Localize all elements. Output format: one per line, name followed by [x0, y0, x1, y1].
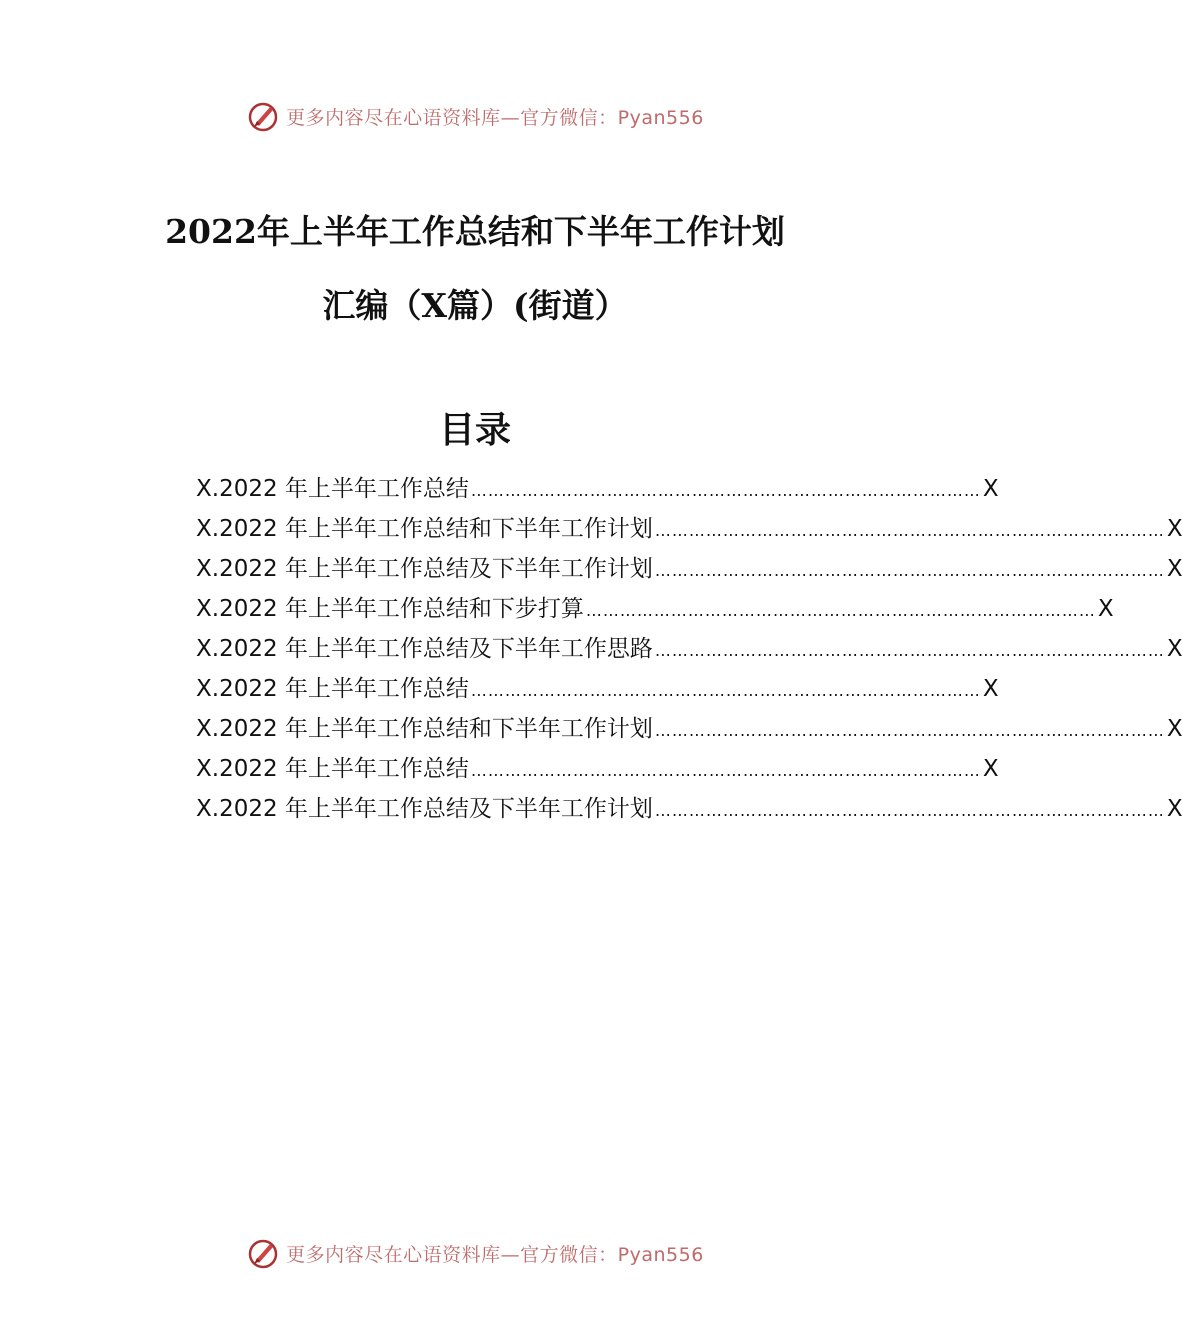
pen-logo-icon — [246, 99, 280, 133]
toc-item[interactable] — [196, 710, 1183, 750]
toc-heading: 目录 — [438, 409, 511, 451]
toc-item-page: X — [1166, 556, 1183, 582]
wechat-id: Pyan556 — [617, 106, 704, 129]
pen-logo-icon — [246, 1236, 280, 1270]
toc-item[interactable] — [196, 470, 999, 510]
toc-item-page: X — [1166, 716, 1183, 742]
toc-item-text: X.2022 年上半年工作总结及下半年工作思路 — [196, 636, 653, 662]
toc-item-text: X.2022 年上半年工作总结和下半年工作计划 — [196, 716, 653, 742]
toc-item-page: X — [1166, 516, 1183, 542]
toc-item[interactable] — [196, 630, 1183, 670]
toc-item-text: X.2022 年上半年工作总结和下半年工作计划 — [196, 516, 653, 542]
toc-leader-dots: ……………………………………………………………………………… — [470, 761, 981, 780]
toc-item-page: X — [1097, 596, 1114, 622]
toc-leader-dots: ……………………………………………………………………………… — [654, 561, 1165, 580]
toc-item-text: X.2022 年上半年工作总结及下半年工作计划 — [196, 556, 653, 582]
table-of-contents — [196, 470, 1183, 830]
toc-item[interactable] — [196, 510, 1183, 550]
toc-item[interactable] — [196, 670, 999, 710]
toc-item-page: X — [1166, 636, 1183, 662]
document-title-line1: 2022年上半年工作总结和下半年工作计划 — [165, 212, 785, 251]
toc-item-text: X.2022 年上半年工作总结 — [196, 676, 469, 702]
toc-leader-dots: ……………………………………………………………………………… — [654, 521, 1165, 540]
toc-item[interactable] — [196, 790, 1183, 830]
toc-item-page: X — [982, 756, 999, 782]
toc-leader-dots: ……………………………………………………………………………… — [654, 721, 1165, 740]
banner-text: 更多内容尽在心语资料库—官方微信：Pyan556 — [286, 106, 704, 129]
toc-item-page: X — [1166, 796, 1183, 822]
toc-leader-dots: ……………………………………………………………………………… — [470, 681, 981, 700]
toc-item-text: X.2022 年上半年工作总结及下半年工作计划 — [196, 796, 653, 822]
toc-item[interactable] — [196, 550, 1183, 590]
toc-leader-dots: ……………………………………………………………………………… — [470, 481, 981, 500]
toc-item-page: X — [982, 676, 999, 702]
toc-item-text: X.2022 年上半年工作总结 — [196, 476, 469, 502]
banner-text: 更多内容尽在心语资料库—官方微信：Pyan556 — [286, 1243, 704, 1266]
toc-item-text: X.2022 年上半年工作总结 — [196, 756, 469, 782]
header-banner — [0, 96, 950, 136]
toc-item-text: X.2022 年上半年工作总结和下步打算 — [196, 596, 584, 622]
toc-leader-dots: ……………………………………………………………………………… — [654, 801, 1165, 820]
toc-item[interactable] — [196, 750, 999, 790]
toc-leader-dots: ……………………………………………………………………………… — [654, 641, 1165, 660]
document-title-line2: 汇编（X篇）(街道） — [322, 286, 628, 325]
wechat-id: Pyan556 — [617, 1243, 704, 1266]
toc-item[interactable] — [196, 590, 1114, 630]
toc-leader-dots: ……………………………………………………………………………… — [585, 601, 1096, 620]
footer-banner — [0, 1233, 950, 1273]
toc-item-page: X — [982, 476, 999, 502]
